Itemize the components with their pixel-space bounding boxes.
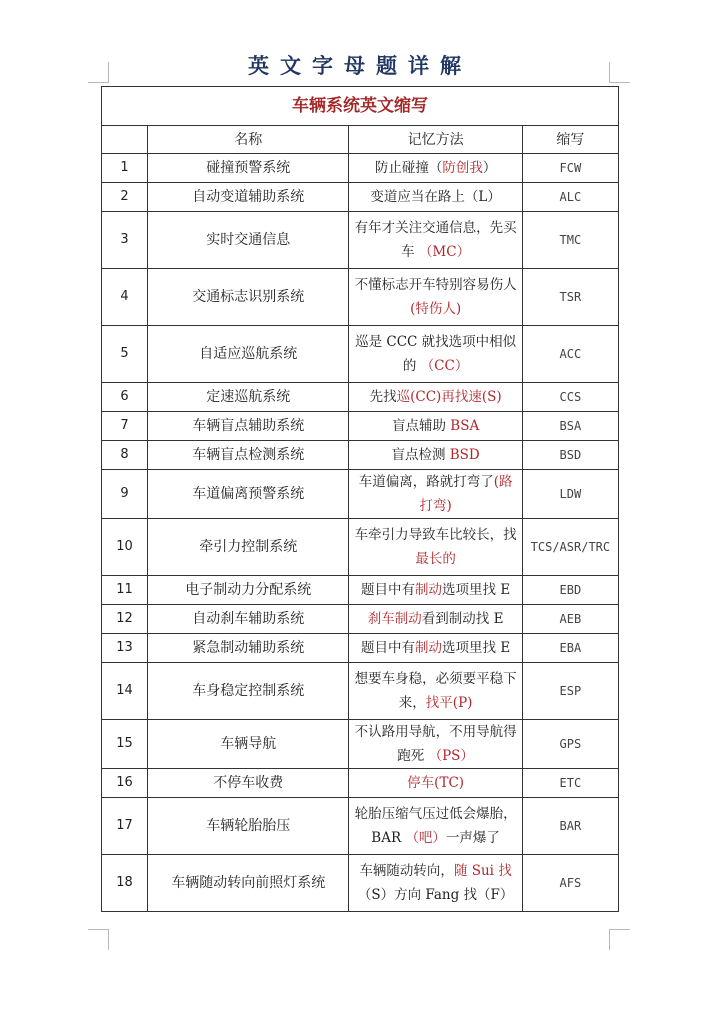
memory-text: 看到制动找 E (421, 611, 504, 627)
row-number: 3 (102, 212, 148, 269)
memory-highlight: （CC） (420, 358, 469, 374)
abbreviation: FCW (522, 154, 618, 183)
system-name: 车道偏离预警系统 (148, 470, 349, 519)
abbreviation-table (101, 86, 619, 912)
abbreviation: CCS (522, 383, 618, 412)
memory-text: 一声爆了 (445, 830, 500, 846)
abbreviation: GPS (522, 720, 618, 769)
table-row (102, 634, 619, 663)
row-number: 16 (102, 769, 148, 798)
row-number: 7 (102, 412, 148, 441)
memory-text: 选项里找 E (442, 640, 511, 656)
memory-highlight: （PS） (428, 748, 474, 764)
memory-method (349, 441, 522, 470)
memory-text: 有年才关注交通信息，先买车 (354, 220, 517, 260)
system-name: 车身稳定控制系统 (148, 663, 349, 720)
memory-text: 选项里找 E (442, 582, 511, 598)
table-row (102, 212, 619, 269)
system-name: 车辆随动转向前照灯系统 (148, 855, 349, 912)
memory-text: 巡是 CCC 就找选项中相似的 (355, 334, 517, 374)
table-caption: 车辆系统英文缩写 (102, 87, 619, 126)
abbreviation: TCS/ASR/TRC (522, 519, 618, 576)
memory-highlight: 巡(CC)再找速(S) (396, 389, 502, 405)
memory-highlight: 随 Sui 找 (453, 863, 512, 879)
memory-method (349, 269, 522, 326)
memory-method (349, 519, 522, 576)
row-number: 6 (102, 383, 148, 412)
memory-highlight: (特伤人) (410, 301, 462, 317)
system-name: 自动变道辅助系统 (148, 183, 349, 212)
row-number: 2 (102, 183, 148, 212)
table-row (102, 269, 619, 326)
system-name: 自动刹车辅助系统 (148, 605, 349, 634)
memory-method (349, 663, 522, 720)
memory-method (349, 412, 522, 441)
memory-method (349, 576, 522, 605)
system-name: 电子制动力分配系统 (148, 576, 349, 605)
system-name: 实时交通信息 (148, 212, 349, 269)
memory-text: 轮胎压缩气压过低会爆胎，BAR (354, 806, 517, 846)
table-row (102, 605, 619, 634)
abbreviation: AEB (522, 605, 618, 634)
system-name: 牵引力控制系统 (148, 519, 349, 576)
table-row (102, 769, 619, 798)
abbreviation: BSD (522, 441, 618, 470)
memory-highlight: 制动 (415, 640, 443, 656)
memory-highlight: 最长的 (415, 551, 456, 567)
row-number: 9 (102, 470, 148, 519)
abbreviation: EBA (522, 634, 618, 663)
memory-method (349, 605, 522, 634)
table-row (102, 576, 619, 605)
memory-method (349, 769, 522, 798)
table-row (102, 441, 619, 470)
system-name: 车辆导航 (148, 720, 349, 769)
corner-mark-bottom-right (609, 929, 630, 950)
memory-highlight: (路打弯) (419, 474, 513, 514)
memory-text: 车辆随动转向， (359, 863, 454, 879)
memory-highlight: 制动 (415, 582, 443, 598)
header-abbr: 缩写 (522, 126, 618, 154)
abbreviation: ALC (522, 183, 618, 212)
table-row (102, 412, 619, 441)
table-row (102, 519, 619, 576)
system-name: 定速巡航系统 (148, 383, 349, 412)
corner-mark-bottom-left (88, 929, 109, 950)
abbreviation: ETC (522, 769, 618, 798)
memory-method (349, 212, 522, 269)
abbreviation: EBD (522, 576, 618, 605)
header-number (102, 126, 148, 154)
memory-method (349, 720, 522, 769)
table-row (102, 326, 619, 383)
memory-method (349, 183, 522, 212)
memory-highlight: BSD (449, 447, 480, 463)
memory-text: 盲点辅助 (392, 418, 451, 434)
system-name: 交通标志识别系统 (148, 269, 349, 326)
memory-highlight: （吧） (405, 830, 446, 846)
row-number: 17 (102, 798, 148, 855)
row-number: 1 (102, 154, 148, 183)
table-row (102, 798, 619, 855)
memory-method (349, 798, 522, 855)
memory-text: 防止碰撞（ (374, 160, 443, 176)
table-row (102, 720, 619, 769)
memory-text: 想要车身稳，必须要平稳下来， (354, 671, 517, 711)
memory-text: （S）方向 Fang 找（F） (357, 887, 514, 903)
system-name: 碰撞预警系统 (148, 154, 349, 183)
table-row (102, 855, 619, 912)
system-name: 车辆盲点检测系统 (148, 441, 349, 470)
abbreviation: BAR (522, 798, 618, 855)
abbreviation: AFS (522, 855, 618, 912)
page-title: 英文字母题详解 (248, 53, 472, 78)
memory-text: 题目中有 (361, 582, 416, 598)
memory-highlight: 停车(TC) (407, 775, 465, 791)
header-memory: 记忆方法 (349, 126, 522, 154)
row-number: 10 (102, 519, 148, 576)
row-number: 5 (102, 326, 148, 383)
memory-method (349, 326, 522, 383)
memory-highlight: BSA (450, 418, 480, 434)
abbreviation: TSR (522, 269, 618, 326)
memory-text: 变道应当在路上（L） (370, 189, 501, 205)
memory-highlight: （MC） (418, 244, 471, 260)
abbreviation: BSA (522, 412, 618, 441)
row-number: 14 (102, 663, 148, 720)
table-row (102, 154, 619, 183)
system-name: 自适应巡航系统 (148, 326, 349, 383)
memory-method (349, 154, 522, 183)
system-name: 车辆盲点辅助系统 (148, 412, 349, 441)
row-number: 18 (102, 855, 148, 912)
memory-text: 车道偏离，路就打弯了 (358, 474, 494, 490)
row-number: 8 (102, 441, 148, 470)
system-name: 不停车收费 (148, 769, 349, 798)
memory-highlight: 找平(P) (425, 695, 473, 711)
memory-text: 题目中有 (361, 640, 416, 656)
table-row (102, 183, 619, 212)
row-number: 13 (102, 634, 148, 663)
row-number: 12 (102, 605, 148, 634)
system-name: 紧急制动辅助系统 (148, 634, 349, 663)
abbreviation: TMC (522, 212, 618, 269)
row-number: 4 (102, 269, 148, 326)
table-header-row (102, 126, 619, 154)
table-row (102, 470, 619, 519)
abbreviation: ESP (522, 663, 618, 720)
abbreviation: LDW (522, 470, 618, 519)
memory-method (349, 470, 522, 519)
memory-text: 车牵引力导致车比较长，找 (354, 527, 517, 543)
abbreviation: ACC (522, 326, 618, 383)
memory-method (349, 855, 522, 912)
memory-text: 盲点检测 (391, 447, 450, 463)
memory-highlight: 防创我 (442, 160, 483, 176)
system-name: 车辆轮胎胎压 (148, 798, 349, 855)
memory-text: 先找 (369, 389, 397, 405)
memory-highlight: 刹车制动 (367, 611, 422, 627)
table-row (102, 663, 619, 720)
header-name: 名称 (148, 126, 349, 154)
memory-text: ） (482, 160, 497, 176)
table-row (102, 383, 619, 412)
memory-text: 不懂标志开车特别容易伤人 (354, 277, 517, 293)
memory-text: 不认路用导航，不用导航得跑死 (354, 724, 517, 764)
memory-method (349, 634, 522, 663)
row-number: 11 (102, 576, 148, 605)
memory-method (349, 383, 522, 412)
row-number: 15 (102, 720, 148, 769)
